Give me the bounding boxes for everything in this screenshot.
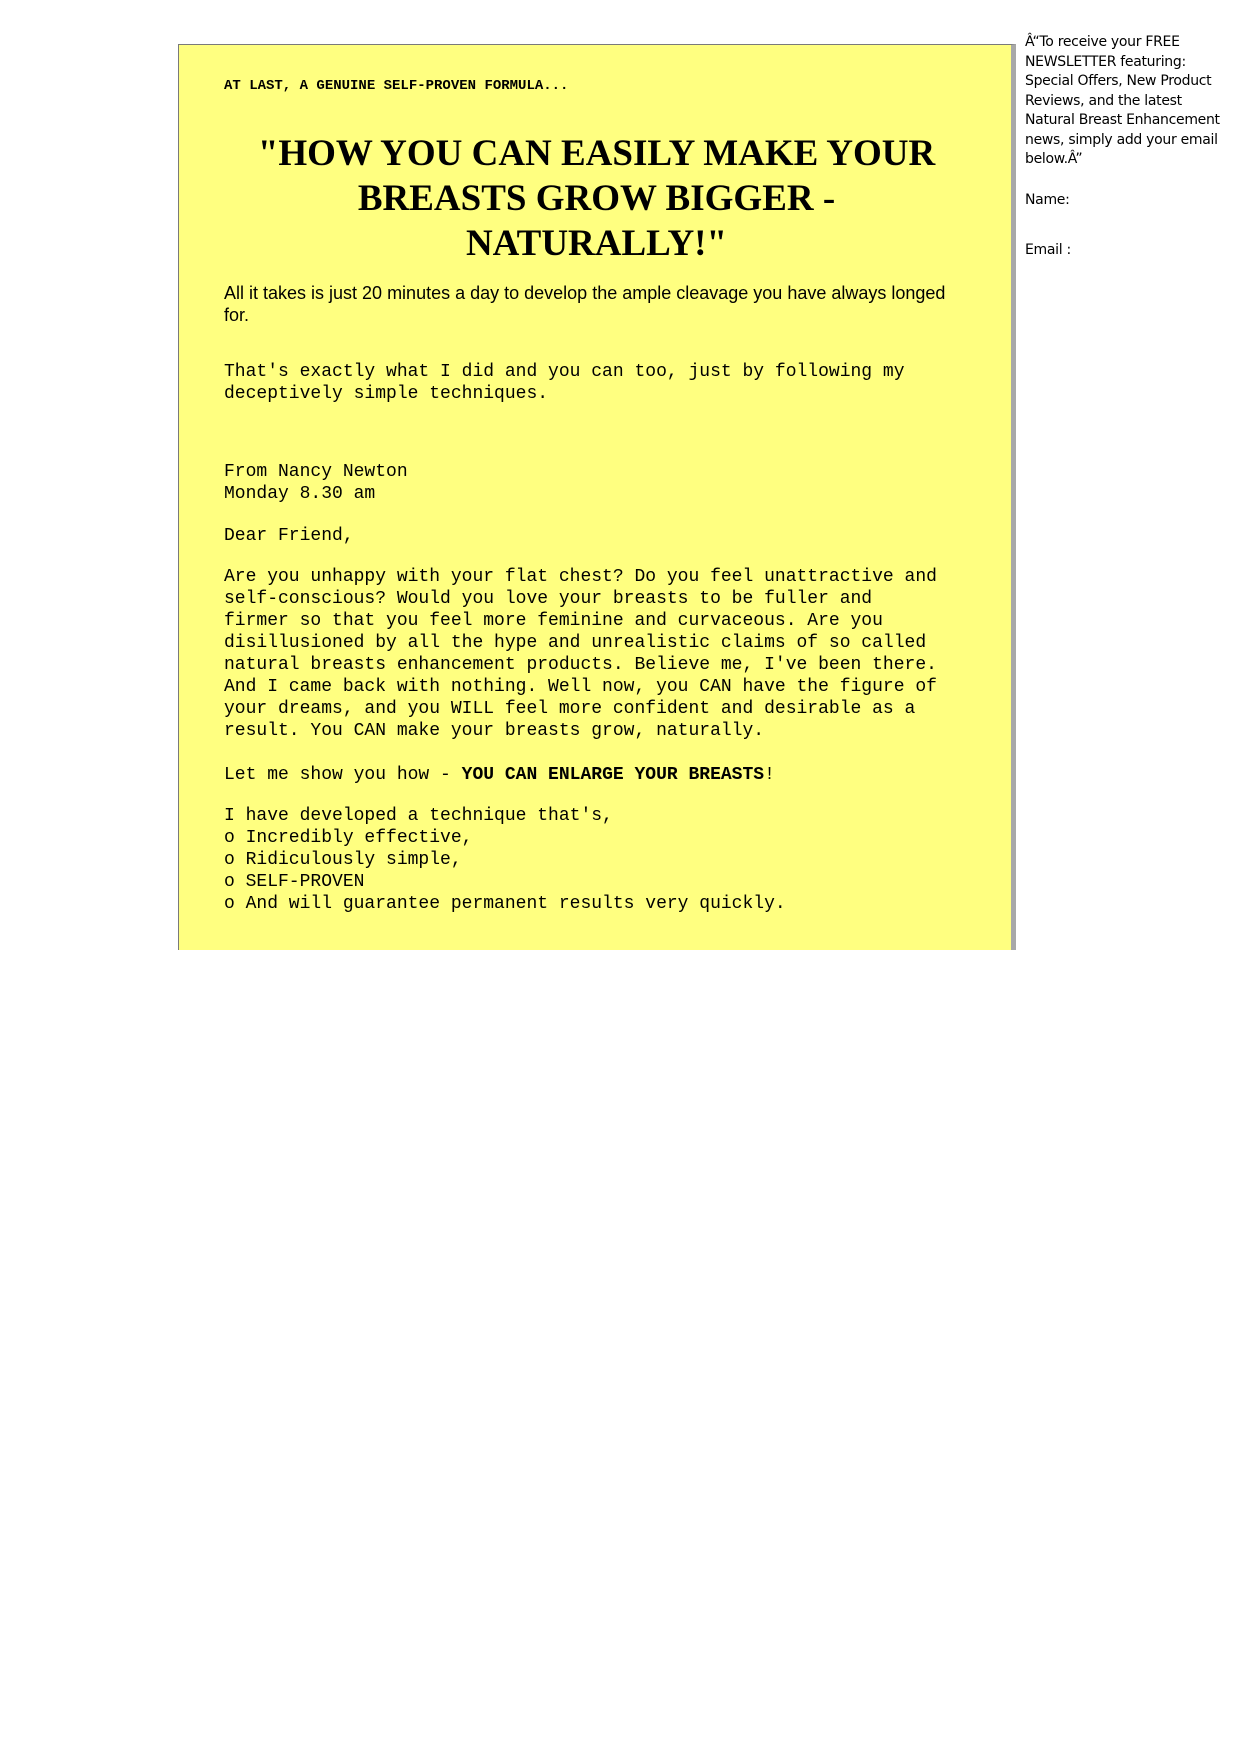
kicker-text: AT LAST, A GENUINE SELF-PROVEN FORMULA...: [224, 78, 569, 94]
body-paragraph: Are you unhappy with your flat chest? Do you feel unattractive and self-conscious? Would you love your breasts to be fuller and firmer so that you feel more feminine and curvaceous. Are you disillusioned by all the hype and unrealistic claims of so called natural breasts enhancement products. Believe me, I've been there. And I came back with nothing. Well now, you CAN have the figure of your dreams, and you WILL feel more confident and desirable as a result. You CAN make your breasts grow, naturally.: [224, 567, 937, 741]
promise-text: That's exactly what I did and you can too, just by following my deceptively simple techniques.: [224, 362, 905, 404]
email-label: Email :: [1025, 242, 1071, 258]
name-label: Name:: [1025, 192, 1070, 208]
headline: "HOW YOU CAN EASILY MAKE YOUR BREASTS GROW BIGGER - NATURALLY!": [257, 133, 936, 264]
sales-letter-panel: [178, 44, 1016, 950]
newsletter-text: Â“To receive your FREE NEWSLETTER featuring: Special Offers, New Product Reviews, and the latest Natural Breast Enhancement news, simply add your email below.Â”: [1025, 34, 1220, 167]
show-how-prefix: Let me show you how -: [224, 765, 462, 785]
list-intro: I have developed a technique that's,: [224, 806, 613, 826]
list-item: o And will guarantee permanent results very quickly.: [224, 894, 786, 914]
benefit-list: [224, 827, 786, 915]
list-item: o Ridiculously simple,: [224, 850, 462, 870]
newsletter-sidebar: [1025, 33, 1225, 258]
show-how-emphasis: YOU CAN ENLARGE YOUR BREASTS: [461, 765, 765, 785]
intro-text: All it takes is just 20 minutes a day to develop the ample cleavage you have always longed for.: [224, 283, 946, 325]
list-item: o Incredibly effective,: [224, 828, 473, 848]
greeting: Dear Friend,: [224, 526, 354, 546]
list-item: o SELF-PROVEN: [224, 872, 365, 892]
show-how-line: [224, 764, 981, 786]
author-signature: From Nancy Newton Monday 8.30 am: [224, 462, 408, 504]
show-how-suffix: !: [764, 765, 775, 785]
